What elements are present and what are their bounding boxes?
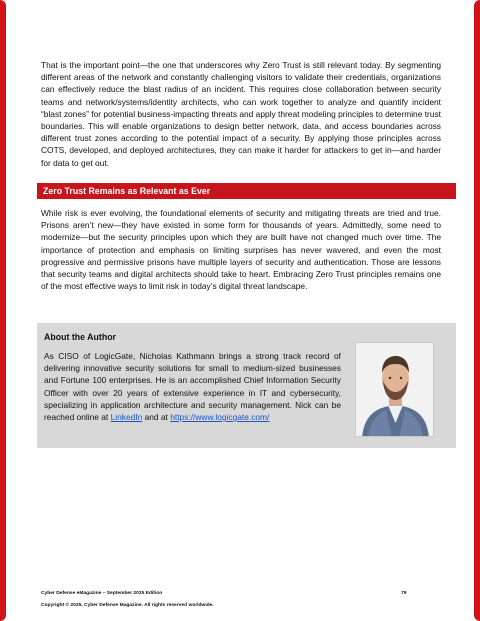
right-red-edge (474, 0, 480, 621)
left-red-edge (0, 0, 6, 621)
footer-copyright: Copyright © 2025, Cyber Defense Magazine. All rights reserved worldwide. (41, 603, 214, 608)
footer-edition: Cyber Defense eMagazine – September 2025 Edition (41, 591, 163, 596)
author-bio-text: As CISO of LogicGate, Nicholas Kathmann brings a strong track record of delivering innovative security solutions for small to medium-sized businesses and Fortune 100 enterprises. He is an accomplished Chief Information Security Officer with over 20 years of extensive experience in IT and cybersecurity, specializing in application architecture and security management. Nick can be reached online at (44, 351, 341, 423)
author-bio-and: and at (144, 412, 168, 423)
author-portrait-image (356, 343, 434, 437)
intro-paragraph: That is the important point—the one that underscores why Zero Trust is still relevant today. By segmenting different areas of the network and constantly challenging visitors to validate their credentials, organizations can effectively reduce the blast radius of an incident. This requires close collaboration between security teams and network/systems/identity architects, who can work together to analyze and quantify incident “blast zones” for potential business-impacting threats and apply threat modeling principles to determine trust boundaries. This will enable organizations to design better network, data, and access boundaries across different trust zones according to the potential impact of a security. By applying those principles across COTS, developed, and deployed architectures, they can make it harder for attackers to get in—and harder for data to get out. (41, 60, 441, 168)
about-the-author-box (37, 323, 456, 448)
author-box-title: About the Author (44, 332, 116, 342)
section-heading: Zero Trust Remains as Relevant as Ever (43, 186, 211, 196)
author-bio (44, 350, 341, 423)
author-photo (355, 342, 434, 437)
website-link[interactable]: https://www.logicgate.com/ (170, 412, 270, 423)
section-heading-bar (37, 183, 456, 199)
footer-page-number: 79 (401, 591, 407, 596)
linkedin-link[interactable]: LinkedIn (110, 412, 143, 423)
section-body-paragraph: While risk is ever evolving, the foundational elements of security and mitigating threats are tried and true. Prisons aren’t new—they have existed in some form for thousands of years. Admittedly, some need to modernize—but the security principles upon which they are built have not changed much over time. The importance of protection and emphasis on limiting surprises has never wavered, and even the most progressive and permissive prisons have multiple layers of security and authentication. Those are lessons that security teams and digital architects should take to heart. Embracing Zero Trust principles remains one of the most effective ways to limit risk in today’s digital threat landscape. (41, 208, 441, 292)
